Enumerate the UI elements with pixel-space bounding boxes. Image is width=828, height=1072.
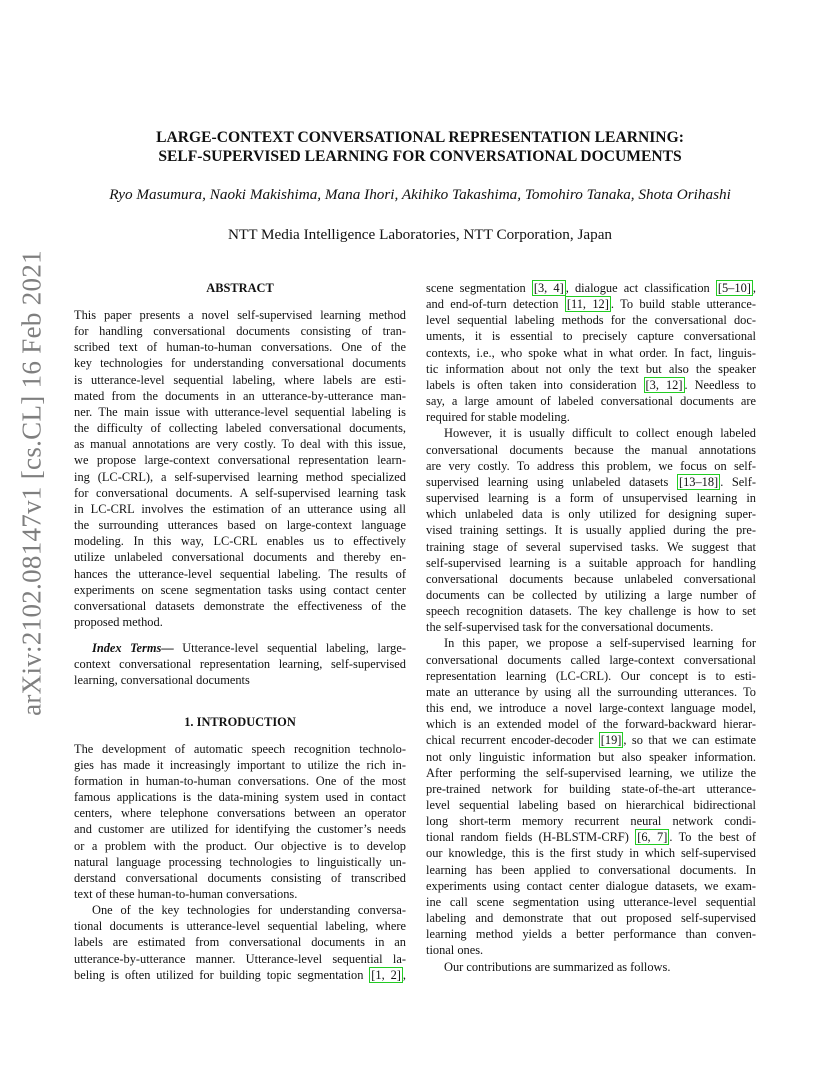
text-line: level sequential labeling methods for the conversational doc- [426,313,756,328]
text-line: experiments using contact center dialogue datasets, we exam- [426,878,756,893]
text-line: context conversational representation learning, self-supervised [74,657,406,672]
text-line: In this paper, we propose a self-supervised learning for [444,636,756,651]
text-line: uments, it is essential to precisely capture conversational [426,329,756,344]
text-line: tional ones. [426,943,484,958]
citation-link[interactable]: [1, 2] [371,967,401,982]
text-line: not only linguistic information but also speaker information. [426,749,756,764]
text-line: gies has made it increasingly important to utilize the rich in- [74,757,406,772]
text-segment: tional random fields (H-BLSTM-CRF) [426,830,636,845]
text-line: formation in human-to-human conversations. One of the most [74,773,406,788]
text-line: we propose large-context conversational representation learn- [74,453,406,468]
text-line: utterance-by-utterance manner. Utterance-level sequential la- [74,951,406,966]
text-line: ine call scene segmentation using utterance-level sequential [426,894,756,909]
citation-link[interactable]: [3, 4] [533,281,564,295]
text-segment: . To the best of [669,830,756,845]
text-line [426,732,756,748]
text-line: utilize unlabeled conversational documents and thereby en- [74,550,406,565]
text-segment: chical recurrent encoder-decoder [426,733,599,748]
title-line: SELF-SUPERVISED LEARNING FOR CONVERSATIONAL DOCUMENTS [158,148,682,165]
text-line: learning has been applied to conversational documents. In [426,862,756,877]
text-line: as manual annotations are very costly. To deal with this issue, [74,437,406,452]
text-line: learning, conversational documents [74,673,250,688]
citation-link[interactable]: [11, 12] [566,297,609,312]
citation-link[interactable]: [6, 7] [637,830,668,845]
intro-paragraph-2 [74,902,406,983]
index-terms-label: Index Terms— [92,641,174,656]
text-line: One of the key technologies for understanding conversa- [92,903,406,918]
text-line: Our contributions are summarized as follows. [444,959,671,974]
left-column [74,280,406,983]
text-line: conversational documents called large-context conversational [426,652,756,667]
text-line: the surrounding utterances based on large-context language [74,518,406,533]
index-terms-text: Utterance-level sequential labeling, large- [173,641,406,656]
text-line: self-supervised learning is a suitable approach for handling [426,555,756,570]
text-line: supervised learning is a form of unsupervised learning in [426,491,756,506]
text-line: centers, where telephone conversations between an operator [74,806,406,821]
title-line: LARGE-CONTEXT CONVERSATIONAL REPRESENTATION LEARNING: [156,129,684,146]
text-segment: . Self- [720,474,756,489]
text-line: which unlabeled data is only utilized for designing super- [426,507,756,522]
text-line [74,967,406,983]
text-line: say, a large amount of labeled conversational documents are [426,394,756,409]
text-segment: , so that we can estimate [623,733,756,748]
intro-paragraph-3 [426,425,756,635]
text-line: the difficulty of collecting labeled conversational documents, [74,421,406,436]
text-line: which is an extended model of the forward-backward hierar- [426,717,756,732]
text-line: labeling and demonstrate that out proposed self-supervised [426,911,756,926]
text-line [74,640,406,656]
author-list: Ryo Masumura, Naoki Makishima, Mana Ihori, Akihiko Takashima, Tomohiro Tanaka, Shota Orihashi [109,186,731,203]
introduction-heading: 1. INTRODUCTION [184,714,296,729]
intro-paragraph-1 [74,741,406,903]
text-line: This paper presents a novel self-supervised learning method [74,308,406,322]
text-line: our knowledge, this is the first study in which self-supervised [426,846,756,861]
text-line: is utterance-level sequential labeling, where labels are esti- [74,372,406,387]
text-segment: . To build stable utterance- [610,297,756,312]
intro-paragraph-5 [426,959,756,975]
text-line: required for stable modeling. [426,410,570,425]
text-line: mate an utterance by using all the surrounding utterances. To [426,684,756,699]
citation-link[interactable]: [13–18] [678,474,719,489]
text-line: tic information about not only the text but also the speaker [426,361,756,376]
text-line: this end, we introduce a novel large-context language model, [426,701,756,716]
text-line: natural language processing technologies to linguistically un- [74,854,406,869]
text-line: conversational documents because the manual annotations [426,442,756,457]
text-line: mated from the documents in an utterance-by-utterance man- [74,388,406,403]
text-line [426,280,756,296]
text-line: proposed method. [74,614,163,629]
text-line: key technologies for understanding conversational documents [74,356,406,371]
arxiv-stamp [14,250,50,716]
text-line: hances the utterance-level sequential labeling. The results of [74,566,406,581]
right-column [426,280,756,975]
text-line [426,474,756,490]
text-line: tional documents is utterance-level sequential labeling, where [74,919,406,934]
text-line: for handling conversational documents consisting of tran- [74,324,406,339]
text-line: pre-trained network for building state-of-the-art utterance- [426,781,756,796]
text-segment: , [752,281,757,295]
citation-link[interactable]: [3, 12] [645,377,683,392]
text-segment: supervised learning using unlabeled datasets [426,474,677,489]
text-line: labels are estimated from conversational documents in an [74,935,406,950]
text-line: long short-term memory recurrent neural network condi- [426,814,756,829]
affiliation: NTT Media Intelligence Laboratories, NTT Corporation, Japan [227,226,613,243]
text-segment: and end-of-turn detection [426,297,565,312]
text-line: modeling. In this way, LC-CRL enables us to effectively [74,534,406,549]
text-line: or a problem with the product. Our objective is to develop [74,838,406,853]
text-line: speech recognition datasets. The key challenge is how to set [426,604,756,619]
text-line: famous applications is the data-mining system used in contact [74,790,406,805]
text-line [426,296,756,312]
text-line: The development of automatic speech recognition technolo- [74,741,406,756]
abstract-body [74,307,406,630]
text-line: and customer are utilized for identifying the customer’s needs [74,822,406,837]
text-line: for conversational documents. A self-supervised learning task [74,485,406,500]
text-line: vised training settings. It is usually applied during the pre- [426,523,756,538]
text-segment: . Needless to [684,377,756,392]
text-line [426,377,756,393]
text-line: learning method yields a better performance than conven- [426,927,756,942]
text-line: ner. The main issue with utterance-level sequential labeling is [74,404,406,419]
paper-title [100,128,740,166]
text-line: However, it is usually difficult to collect enough labeled [444,426,756,441]
text-line: After performing the self-supervised learning, we utilize the [426,765,756,780]
text-line: experiments on scene segmentation tasks using contact center [74,582,406,597]
text-line: scribed text of human-to-human conversations. One of the [74,340,406,355]
text-line: conversational datasets demonstrate the effectiveness of the [74,598,406,613]
text-line: the self-supervised task for the conversational documents. [426,620,714,635]
text-segment: beling is often utilized for building topic segmentation [74,967,370,982]
text-segment: scene segmentation [426,281,532,295]
citation-link[interactable]: [19] [600,733,622,748]
text-line: conversational documents because unlabeled conversational [426,571,756,586]
text-line: text of these human-to-human conversations. [74,887,298,901]
text-line: derstand conversational documents consisting of transcribed [74,870,406,885]
abstract-heading: ABSTRACT [206,281,274,295]
citation-link[interactable]: [5–10] [717,281,751,295]
text-line [426,829,756,845]
text-line: ing (LC-CRL), a self-supervised learning method specialized [74,469,406,484]
text-line: level sequential labeling based on hierarchical bidirectional [426,798,756,812]
index-terms [74,640,406,688]
text-line: documents can be collected by utilizing a large number of [426,587,756,602]
text-segment: , [402,967,407,982]
text-line: contexts, i.e., who spoke what in what order. In fact, linguis- [426,345,756,360]
text-line: in LC-CRL involves the estimation of an utterance using all [74,501,406,516]
text-line: training stage of several supervised tasks. We suggest that [426,539,756,554]
intro-paragraph-4 [426,635,756,958]
text-segment: labels is often taken into consideration [426,377,644,392]
text-line: are very costly. To address this problem, we focus on self- [426,458,756,473]
arxiv-id: arXiv:2102.08147v1 [cs.CL] 16 Feb 2021 [16,250,47,716]
text-line: representation learning (LC-CRL). Our concept is to esti- [426,668,756,683]
intro-paragraph-2-continued [426,280,756,425]
text-segment: , dialogue act classification [565,281,716,295]
